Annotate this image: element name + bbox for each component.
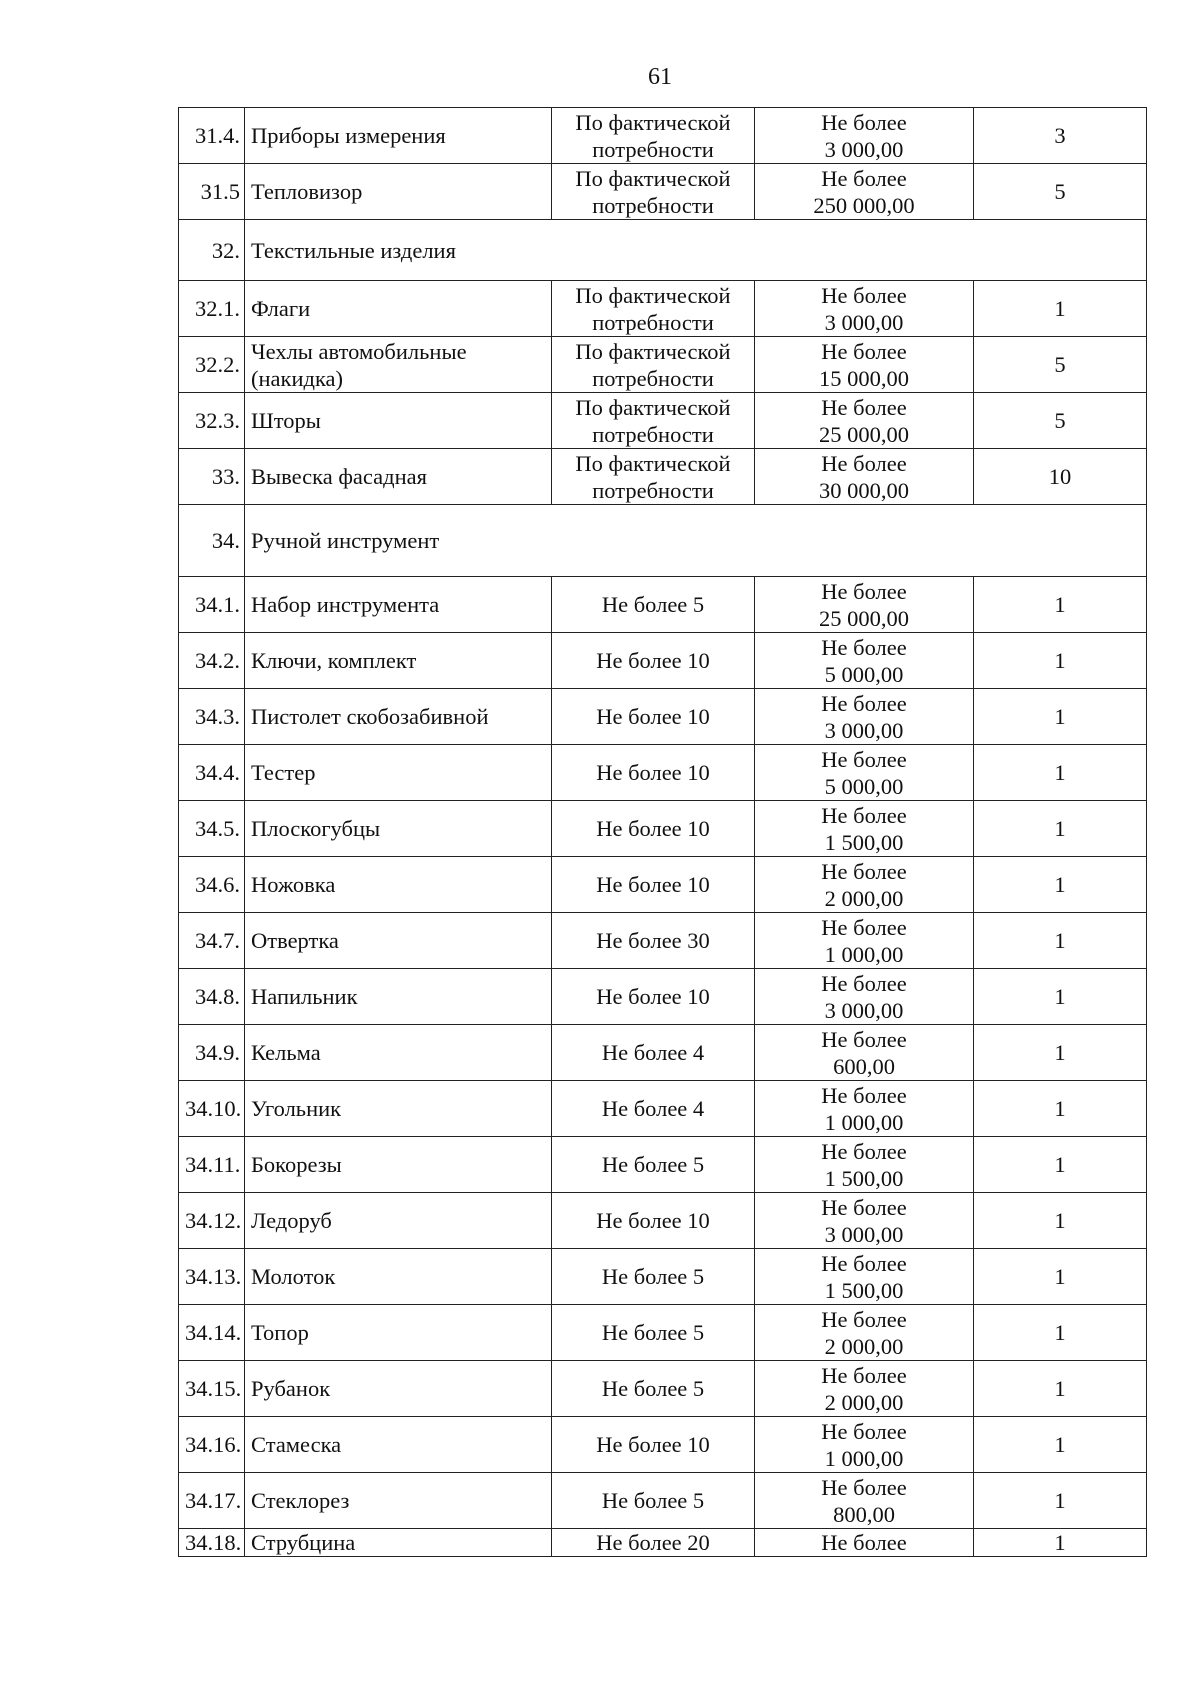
item-quantity-line: По фактической: [575, 394, 731, 420]
row-number: 34.5.: [179, 801, 245, 857]
item-price-line: Не более: [821, 1362, 907, 1388]
item-price-line: 1 000,00: [824, 1109, 904, 1135]
item-price-line: Не более: [821, 858, 907, 884]
item-term: 1: [974, 1361, 1147, 1417]
item-name: Кельма: [245, 1025, 552, 1081]
item-quantity-line: потребности: [592, 309, 714, 335]
item-quantity-line: Не более 4: [601, 1040, 705, 1065]
item-price: [755, 1417, 974, 1473]
item-quantity: [552, 1137, 755, 1193]
item-name: Шторы: [245, 393, 552, 449]
item-price-line: 1 500,00: [824, 1165, 904, 1191]
row-number: 34.2.: [179, 633, 245, 689]
row-number: 34.7.: [179, 913, 245, 969]
item-name: Стеклорез: [245, 1473, 552, 1529]
item-quantity-line: По фактической: [575, 165, 731, 191]
item-price: [755, 1361, 974, 1417]
row-number: 34.15.: [179, 1361, 245, 1417]
item-price-line: 5 000,00: [824, 661, 904, 687]
item-price-line: Не более: [821, 1082, 907, 1108]
item-price: [755, 913, 974, 969]
section-row: [179, 505, 1147, 577]
table-row: [179, 633, 1147, 689]
table-row: [179, 337, 1147, 393]
item-price: [755, 745, 974, 801]
item-quantity: [552, 1473, 755, 1529]
item-quantity-line: Не более 5: [601, 1376, 705, 1401]
item-quantity: [552, 108, 755, 164]
item-price-line: 600,00: [833, 1053, 895, 1079]
page-number: 61: [648, 64, 672, 90]
row-number: 34.18.: [179, 1529, 245, 1557]
item-price-line: Не более: [821, 1306, 907, 1332]
item-quantity-line: Не более 10: [596, 704, 710, 729]
item-term: 1: [974, 1473, 1147, 1529]
item-quantity-line: потребности: [592, 365, 714, 391]
item-price-line: 3 000,00: [824, 309, 904, 335]
item-name: Чехлы автомобильные (накидка): [245, 337, 552, 393]
item-price-line: 800,00: [833, 1501, 895, 1527]
item-price-line: Не более: [821, 165, 907, 191]
item-term: 1: [974, 1137, 1147, 1193]
item-term: 10: [974, 449, 1147, 505]
item-quantity-line: Не более 10: [596, 648, 710, 673]
item-quantity-line: Не более 5: [601, 1488, 705, 1513]
item-price: [755, 969, 974, 1025]
section-title: Текстильные изделия: [245, 220, 1147, 281]
row-number: 34.11.: [179, 1137, 245, 1193]
row-number: 34.10.: [179, 1081, 245, 1137]
item-name: Пистолет скобозабивной: [245, 689, 552, 745]
table-row: [179, 1361, 1147, 1417]
item-price: [755, 857, 974, 913]
item-name: Набор инструмента: [245, 577, 552, 633]
item-quantity-line: По фактической: [575, 450, 731, 476]
item-name: Угольник: [245, 1081, 552, 1137]
item-quantity-line: По фактической: [575, 282, 731, 308]
item-price: [755, 281, 974, 337]
item-name: Вывеска фасадная: [245, 449, 552, 505]
row-number: 34.: [179, 505, 245, 577]
item-price: [755, 164, 974, 220]
item-price-line: 1 000,00: [824, 1445, 904, 1471]
item-quantity-line: Не более 4: [601, 1096, 705, 1121]
item-quantity-line: Не более 10: [596, 984, 710, 1009]
row-number: 32.3.: [179, 393, 245, 449]
item-name: Молоток: [245, 1249, 552, 1305]
row-number: 34.14.: [179, 1305, 245, 1361]
item-quantity-line: Не более 5: [601, 1264, 705, 1289]
item-term: 1: [974, 633, 1147, 689]
row-number: 34.16.: [179, 1417, 245, 1473]
item-price-line: 2 000,00: [824, 1333, 904, 1359]
item-price-line: Не более: [821, 802, 907, 828]
item-term: 1: [974, 1081, 1147, 1137]
row-number: 34.13.: [179, 1249, 245, 1305]
row-number: 32.1.: [179, 281, 245, 337]
item-quantity: [552, 1417, 755, 1473]
table-row: [179, 1249, 1147, 1305]
row-number: 34.17.: [179, 1473, 245, 1529]
item-quantity-line: потребности: [592, 192, 714, 218]
item-quantity-line: Не более 10: [596, 1432, 710, 1457]
item-quantity-line: Не более 20: [596, 1530, 710, 1555]
item-price: [755, 689, 974, 745]
item-price-line: 250 000,00: [813, 192, 915, 218]
item-price-line: 1 500,00: [824, 1277, 904, 1303]
item-quantity: [552, 745, 755, 801]
item-quantity: [552, 164, 755, 220]
item-price-line: Не более: [821, 1530, 907, 1555]
item-price: [755, 1473, 974, 1529]
item-quantity: [552, 393, 755, 449]
item-price: [755, 577, 974, 633]
item-quantity: [552, 577, 755, 633]
item-term: 1: [974, 1193, 1147, 1249]
item-term: 1: [974, 281, 1147, 337]
item-price-line: Не более: [821, 634, 907, 660]
item-quantity-line: потребности: [592, 421, 714, 447]
item-price-line: Не более: [821, 578, 907, 604]
table-row: [179, 577, 1147, 633]
table-row: [179, 689, 1147, 745]
table-row: [179, 393, 1147, 449]
item-price: [755, 1529, 974, 1557]
item-term: 1: [974, 1249, 1147, 1305]
section-row: [179, 220, 1147, 281]
table-row: [179, 801, 1147, 857]
table-row: [179, 857, 1147, 913]
item-quantity-line: Не более 5: [601, 1320, 705, 1345]
table-row: [179, 1193, 1147, 1249]
row-number: 32.2.: [179, 337, 245, 393]
item-price-line: 30 000,00: [819, 477, 909, 503]
item-quantity-line: Не более 10: [596, 760, 710, 785]
item-price-line: Не более: [821, 970, 907, 996]
item-name: Ножовка: [245, 857, 552, 913]
item-price-line: Не более: [821, 1418, 907, 1444]
row-number: 34.3.: [179, 689, 245, 745]
item-price: [755, 801, 974, 857]
item-quantity-line: Не более 10: [596, 872, 710, 897]
table-row: [179, 913, 1147, 969]
row-number: 33.: [179, 449, 245, 505]
item-price-line: Не более: [821, 338, 907, 364]
item-term: 1: [974, 745, 1147, 801]
item-quantity-line: По фактической: [575, 338, 731, 364]
item-price-line: Не более: [821, 282, 907, 308]
item-term: 1: [974, 857, 1147, 913]
item-price-line: Не более: [821, 1194, 907, 1220]
item-price-line: Не более: [821, 690, 907, 716]
item-price-line: Не более: [821, 1474, 907, 1500]
item-quantity-line: По фактической: [575, 109, 731, 135]
table-row: [179, 969, 1147, 1025]
item-quantity: [552, 913, 755, 969]
item-price: [755, 1193, 974, 1249]
row-number: 34.8.: [179, 969, 245, 1025]
item-name: Флаги: [245, 281, 552, 337]
item-price-line: 25 000,00: [819, 605, 909, 631]
item-term: 1: [974, 1025, 1147, 1081]
item-quantity: [552, 633, 755, 689]
item-price-line: Не более: [821, 1026, 907, 1052]
item-quantity-line: Не более 10: [596, 816, 710, 841]
table-row: [179, 1305, 1147, 1361]
item-term: 1: [974, 689, 1147, 745]
row-number: 34.6.: [179, 857, 245, 913]
item-price-line: 3 000,00: [824, 136, 904, 162]
item-quantity: [552, 1361, 755, 1417]
section-title: Ручной инструмент: [245, 505, 1147, 577]
item-price-line: 2 000,00: [824, 1389, 904, 1415]
item-price-line: 25 000,00: [819, 421, 909, 447]
item-quantity: [552, 857, 755, 913]
item-name: Ледоруб: [245, 1193, 552, 1249]
item-name: Струбцина: [245, 1529, 552, 1557]
table-row: [179, 1529, 1147, 1557]
item-name: Тепловизор: [245, 164, 552, 220]
item-price: [755, 633, 974, 689]
item-quantity-line: Не более 30: [596, 928, 710, 953]
item-term: 5: [974, 337, 1147, 393]
table-row: [179, 1473, 1147, 1529]
item-quantity-line: Не более 5: [601, 592, 705, 617]
table-body: [179, 108, 1147, 1557]
item-quantity-line: потребности: [592, 136, 714, 162]
item-price-line: 3 000,00: [824, 1221, 904, 1247]
table-row: [179, 1417, 1147, 1473]
row-number: 31.5: [179, 164, 245, 220]
item-term: 1: [974, 1305, 1147, 1361]
row-number: 34.12.: [179, 1193, 245, 1249]
norms-table: [178, 107, 1147, 1557]
item-term: 1: [974, 577, 1147, 633]
item-name: Плоскогубцы: [245, 801, 552, 857]
item-price-line: 1 500,00: [824, 829, 904, 855]
item-price: [755, 449, 974, 505]
item-term: 3: [974, 108, 1147, 164]
item-price: [755, 337, 974, 393]
item-price-line: 3 000,00: [824, 717, 904, 743]
table-row: [179, 745, 1147, 801]
item-quantity-line: потребности: [592, 477, 714, 503]
item-name: Рубанок: [245, 1361, 552, 1417]
item-quantity: [552, 1529, 755, 1557]
item-price-line: 15 000,00: [819, 365, 909, 391]
item-price-line: 5 000,00: [824, 773, 904, 799]
row-number: 34.9.: [179, 1025, 245, 1081]
item-term: 1: [974, 801, 1147, 857]
item-quantity: [552, 1305, 755, 1361]
row-number: 32.: [179, 220, 245, 281]
item-quantity: [552, 689, 755, 745]
item-price: [755, 1025, 974, 1081]
item-price-line: Не более: [821, 450, 907, 476]
item-price-line: Не более: [821, 394, 907, 420]
item-name: Тестер: [245, 745, 552, 801]
item-quantity: [552, 969, 755, 1025]
item-term: 5: [974, 164, 1147, 220]
item-term: 1: [974, 969, 1147, 1025]
item-price: [755, 1249, 974, 1305]
item-name: Приборы измерения: [245, 108, 552, 164]
item-name: Ключи, комплект: [245, 633, 552, 689]
item-name: Отвертка: [245, 913, 552, 969]
row-number: 34.4.: [179, 745, 245, 801]
table-row: [179, 108, 1147, 164]
row-number: 34.1.: [179, 577, 245, 633]
item-price-line: 2 000,00: [824, 885, 904, 911]
item-price-line: Не более: [821, 1250, 907, 1276]
table-row: [179, 1137, 1147, 1193]
item-quantity-line: Не более 10: [596, 1208, 710, 1233]
table-row: [179, 281, 1147, 337]
item-quantity: [552, 1249, 755, 1305]
item-quantity: [552, 449, 755, 505]
item-name: Стамеска: [245, 1417, 552, 1473]
item-name: Бокорезы: [245, 1137, 552, 1193]
item-quantity: [552, 801, 755, 857]
item-price-line: 3 000,00: [824, 997, 904, 1023]
item-price: [755, 393, 974, 449]
item-price-line: Не более: [821, 109, 907, 135]
item-term: 1: [974, 1417, 1147, 1473]
table-row: [179, 1081, 1147, 1137]
item-price-line: Не более: [821, 914, 907, 940]
item-price-line: 1 000,00: [824, 941, 904, 967]
item-price-line: Не более: [821, 746, 907, 772]
item-price: [755, 1081, 974, 1137]
item-name: Напильник: [245, 969, 552, 1025]
item-quantity: [552, 337, 755, 393]
item-quantity: [552, 281, 755, 337]
table-row: [179, 164, 1147, 220]
item-term: 5: [974, 393, 1147, 449]
table-row: [179, 449, 1147, 505]
item-quantity: [552, 1025, 755, 1081]
item-price: [755, 1137, 974, 1193]
item-quantity: [552, 1193, 755, 1249]
item-name: Топор: [245, 1305, 552, 1361]
item-price: [755, 108, 974, 164]
item-quantity-line: Не более 5: [601, 1152, 705, 1177]
item-price-line: Не более: [821, 1138, 907, 1164]
item-term: 1: [974, 1529, 1147, 1557]
table-row: [179, 1025, 1147, 1081]
item-price: [755, 1305, 974, 1361]
item-quantity: [552, 1081, 755, 1137]
item-term: 1: [974, 913, 1147, 969]
row-number: 31.4.: [179, 108, 245, 164]
